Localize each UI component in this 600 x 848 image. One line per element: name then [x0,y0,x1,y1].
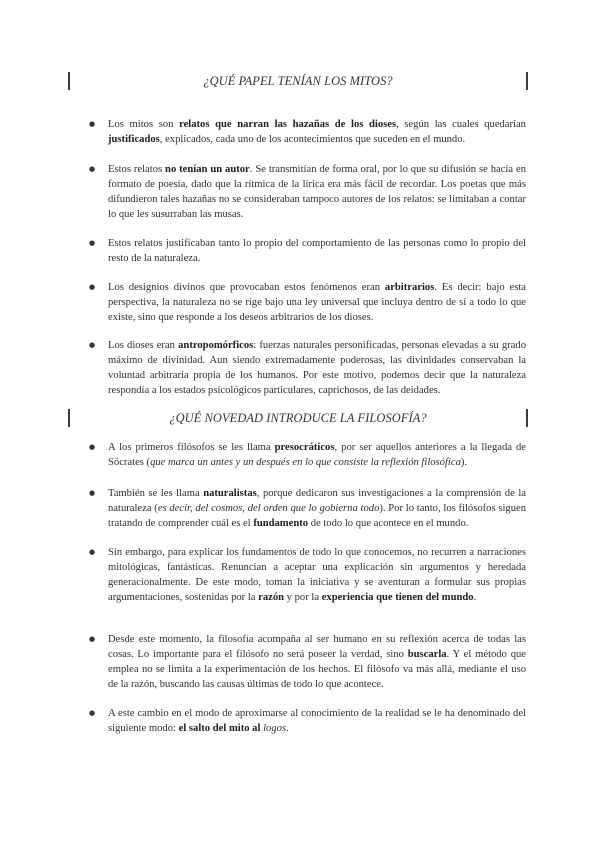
list-item: ● Los dioses eran antropomórficos: fuerzas naturales personificadas, personas elevadas a su grado máximo de divinidad. Aun siendo extremadamente poderosas, las divinidades conservaban la voluntad arbitraria propia de los humanos. Por este motivo, podemos decir que la naturaleza respondía a los estados psicológicos particulares, caprichosos, de las deidades. [108,338,526,398]
list-item: ● Estos relatos justificaban tanto lo propio del comportamiento de las personas como lo propio del resto de la naturaleza. [108,236,526,266]
list-item: ● Sin embargo, para explicar los fundamentos de todo lo que conocemos, no recurren a narraciones mitológicas, fantásticas. Renuncian a aceptar una explicación sin argumentos y heredada generacionalmente. De este modo, toman la iniciativa y se aventuran a formular sus propias argumentaciones, sostenidas por la razón y por la experiencia que tienen del mundo. [108,545,526,605]
list-item: ● Los designios divinos que provocaban estos fenómenos eran arbitrarios. Es decir: bajo esta perspectiva, la naturaleza no se rige bajo una ley universal que incluya dentro de sí a todo lo que existe, sino que responde a los deseos arbitrarios de los dioses. [108,280,526,325]
list-item: ● Los mitos son relatos que narran las hazañas de los dioses, según las cuales quedarían justificados, explicados, cada uno de los acontecimientos que suceden en el mundo. [108,117,526,147]
list-item: ● Desde este momento, la filosofía acompaña al ser humano en su reflexión acerca de todas las cosas. Lo importante para el filósofo no será poseer la verdad, sino buscarla. Y el método que emplea no se limita a la experimentación de los hechos. El filósofo va más allá, mediante el uso de la razón, buscando las causas últimas de todo lo que acontece. [108,632,526,692]
section-heading-filosofia: ¿QUÉ NOVEDAD INTRODUCE LA FILOSOFÍA? [68,409,528,427]
list-item: ● También se les llama naturalistas, porque dedicaron sus investigaciones a la comprensión de la naturaleza (es decir, del cosmos, del orden que lo gobierna todo). Por lo tanto, los filósofos siguen tratando de comprender cuál es el fundamento de todo lo que acontece en el mundo. [108,486,526,531]
list-item: ● A los primeros filósofos se les llama presocráticos, por ser aquellos anteriores a la llegada de Sócrates (que marca un antes y un después en lo que consiste la reflexión filosófica). [108,440,526,470]
list-item: ● Estos relatos no tenían un autor. Se transmitían de forma oral, por lo que su difusión se hacía en formato de poesía, dado que la rítmica de la lírica era más fácil de recordar. Los poetas que más difundieron tales hazañas no se consideraban tampoco autores de los relatos: se limitaban a contar lo que les susurraban las musas. [108,162,526,222]
list-item: ● A este cambio en el modo de aproximarse al conocimiento de la realidad se le ha denominado del siguiente modo: el salto del mito al logos. [108,706,526,736]
section-heading-mitos: ¿QUÉ PAPEL TENÍAN LOS MITOS? [68,72,528,90]
